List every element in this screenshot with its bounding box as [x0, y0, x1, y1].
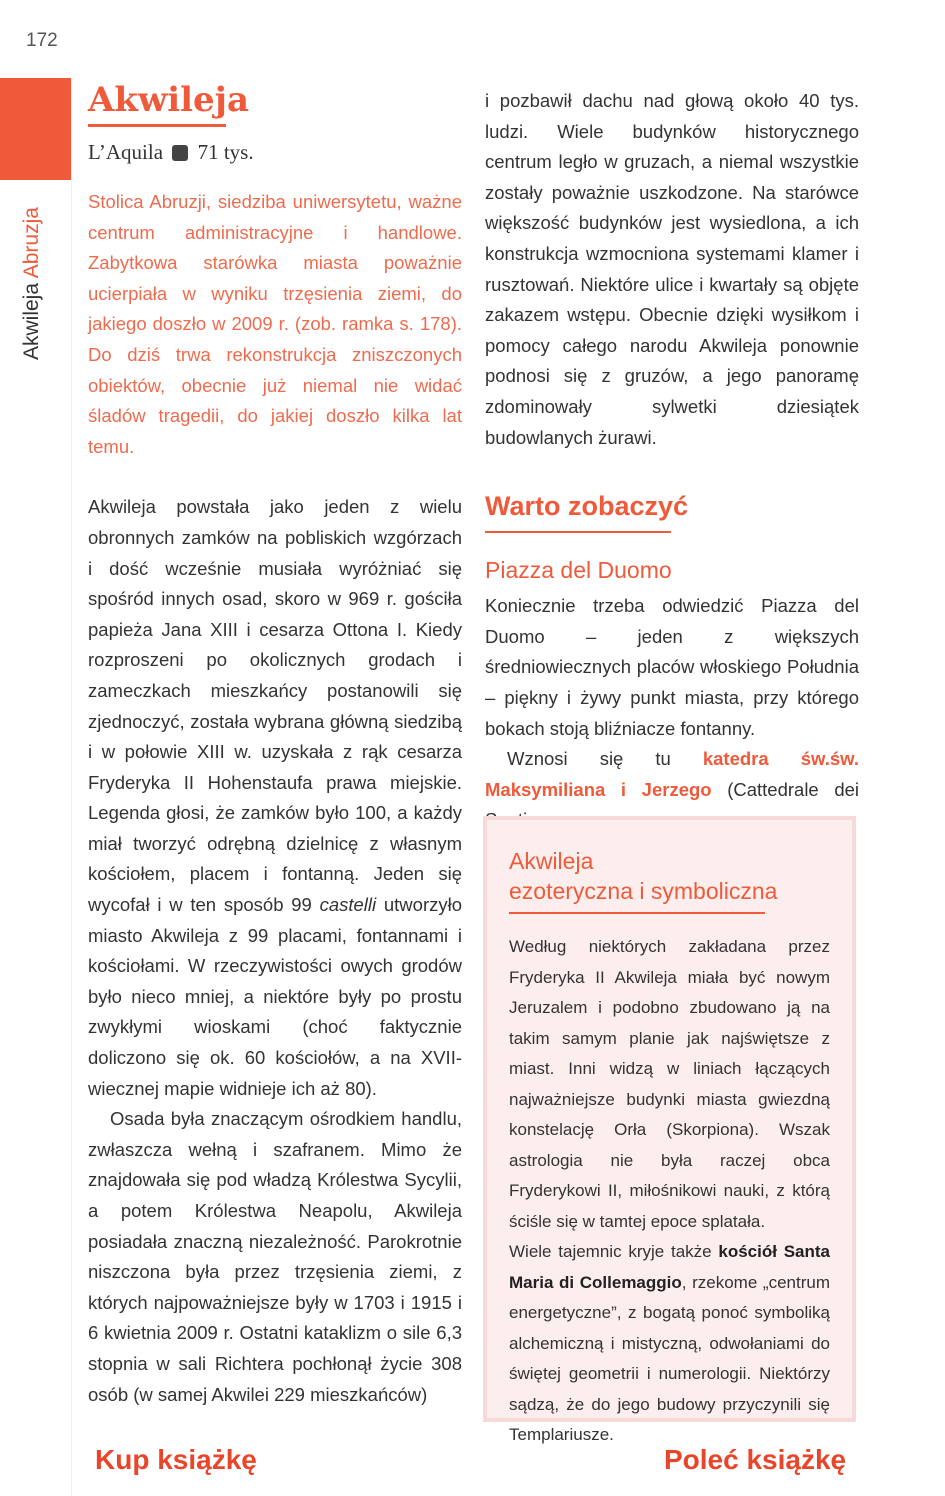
buy-book-link[interactable]: Kup książkę	[95, 1444, 257, 1475]
page-title: Akwileja	[88, 80, 250, 120]
population-icon	[172, 145, 188, 161]
box-title	[509, 846, 830, 906]
box-title-underline	[509, 912, 765, 914]
body-text-segment: (Cattedrale dei	[727, 778, 860, 800]
box-paragraph-2	[509, 1237, 830, 1451]
body-paragraph-continued: i pozbawił dachu nad głową około 40 tys. ludzi. Wiele budynków historycznego centrum legło w gruzach, a niemal wszystkie zostały poważnie uszkodzone. Na starówce większość budynków jest wysiedlona, a ich konstrukcja wzmocniona systemami klamer i rusztowań. Niektóre ulice i kwartały są objęte zakazem wstępu. Obecnie dzięki wysiłkom i pomocy całego narodu Akwileja ponownie podnosi się z gruzów, a jego panoramę zdominowały sylwetki dziesiątek budowlanych żurawi.	[485, 90, 859, 448]
running-header-city: Akwileja	[20, 282, 43, 360]
body-text-segment: Wznosi się tu	[507, 748, 703, 770]
box-bold-term: kościół Santa Maria di Collemaggio	[509, 1242, 830, 1292]
highlighted-term: katedra św.św. Maksymiliana i Jerzego	[485, 748, 859, 800]
section-paragraph-1: Koniecznie trzeba odwiedzić Piazza del Duomo – jeden z większych średniowiecznych placów włoskiego Południa – piękny i żywy punkt miasta, przy którego bokach stoją bliźniacze fontanny.	[485, 595, 859, 739]
city-meta	[88, 137, 462, 167]
page-number: 172	[26, 30, 58, 51]
body-paragraph-2: Osada była znaczącym ośrodkiem handlu, zwłaszcza wełną i szafranem. Mimo że znajdowała się pod władzą Królestwa Sycylii, a potem Królestwa Neapolu, Akwileja posiadała znaczną niezależność. Parokrotnie niszczona była przez trzęsienia ziemi, z których najpoważniejsze były w 1703 i 1915 i 6 kwietnia 2009 r. Ostatni kataklizm o sile 6,3 stopnia w sali Richtera pochłonął życie 308 osób (w samej Akwilei 229 mieszkańców)	[88, 1108, 462, 1405]
running-header	[20, 207, 44, 360]
population: 71 tys.	[197, 140, 254, 164]
side-tab-marker	[0, 78, 71, 180]
local-name: L’Aquila	[88, 140, 164, 164]
lead-paragraph: Stolica Abruzji, siedziba uniwersytetu, ważne centrum administracyjne i handlowe. Zabytkowa starówka miasta poważnie ucierpiała w wyniku trzęsienia ziemi, do jakiego doszło w 2009 r. (zob. ramka s. 178). Do dziś trwa rekonstrukcja zniszczonych obiektów, obecnie już niemal nie widać śladów tragedii, do jakiej doszło kilka lat temu.	[88, 191, 462, 457]
right-column	[485, 86, 859, 836]
left-column	[88, 80, 462, 1410]
box-paragraph-1: Według niektórych zakładana przez Fryderyka II Akwileja miała być nowym Jeruzalem i podobno zbudowano ją na takim samym planie jak najświętsze z miast. Inni widzą w liniach łączących najważniejsze budynki miasta gwiezdną konstelację Orła (Skorpiona). Wszak astrologia nie była raczej obca Fryderykowi II, miłośnikowi nauki, z którą ściśle się w tamtej epoce splatała.	[509, 937, 830, 1231]
section-underline	[485, 531, 671, 533]
sidebar-box	[483, 816, 856, 1444]
box-title-line-2: ezoteryczna i symboliczna	[509, 878, 778, 904]
title-underline	[88, 124, 226, 127]
running-header-region: Abruzja	[20, 207, 43, 279]
body-paragraph-1	[88, 492, 462, 1104]
body-text-segment: Akwileja powstała jako jeden z wielu obronnych zamków na pobliskich wzgórzach i dość wcześnie musiała wyróżniać się spośród innych osad, skoro w 969 r. gościła papieża Jana XIII i cesarza Ottona I. Kiedy rozproszeni po okolicznych grodach i zameczkach mieszkańcy postanowili się zjednoczyć, została wybrana główną siedzibą i w połowie XIII w. uzyskała z rąk cesarza Fryderyka II Hohenstaufa prawa miejskie. Legenda głosi, że zamków było 100, a każdy miał tworzyć odrębną dzielnicę z własnym kościołem, placem i fontanną. Jeden się wycofał i w ten sposób 99	[88, 496, 462, 916]
body-text-segment: utworzyło miasto Akwileja z 99 placami, fontannami i kościołami. W rzeczywistości owych grodów było nieco mniej, a niektóre były po prostu zwykłymi wioskami (choć faktycznie doliczono się ok. 60 kościołów, a na XVII-wiecznej mapie widnieje ich aż 80).	[88, 894, 463, 1099]
recommend-book-link[interactable]: Poleć książkę	[664, 1444, 847, 1475]
section-title: Warto zobaczyć	[485, 491, 689, 522]
box-text-segment: , rzekome „centrum energetyczne”, z bogatą ponoć symboliką alchemiczną i mistyczną, odwołaniami do świętej geometrii i numerologii. Niektórzy sądzą, że do jego budowy przyczynili się Templariusze.	[509, 1272, 830, 1444]
italic-term: castelli	[319, 894, 377, 916]
subsection-title: Piazza del Duomo	[485, 557, 672, 584]
box-title-line-1: Akwileja	[509, 848, 594, 874]
box-text-segment: Wiele tajemnic kryje także	[509, 1242, 719, 1261]
